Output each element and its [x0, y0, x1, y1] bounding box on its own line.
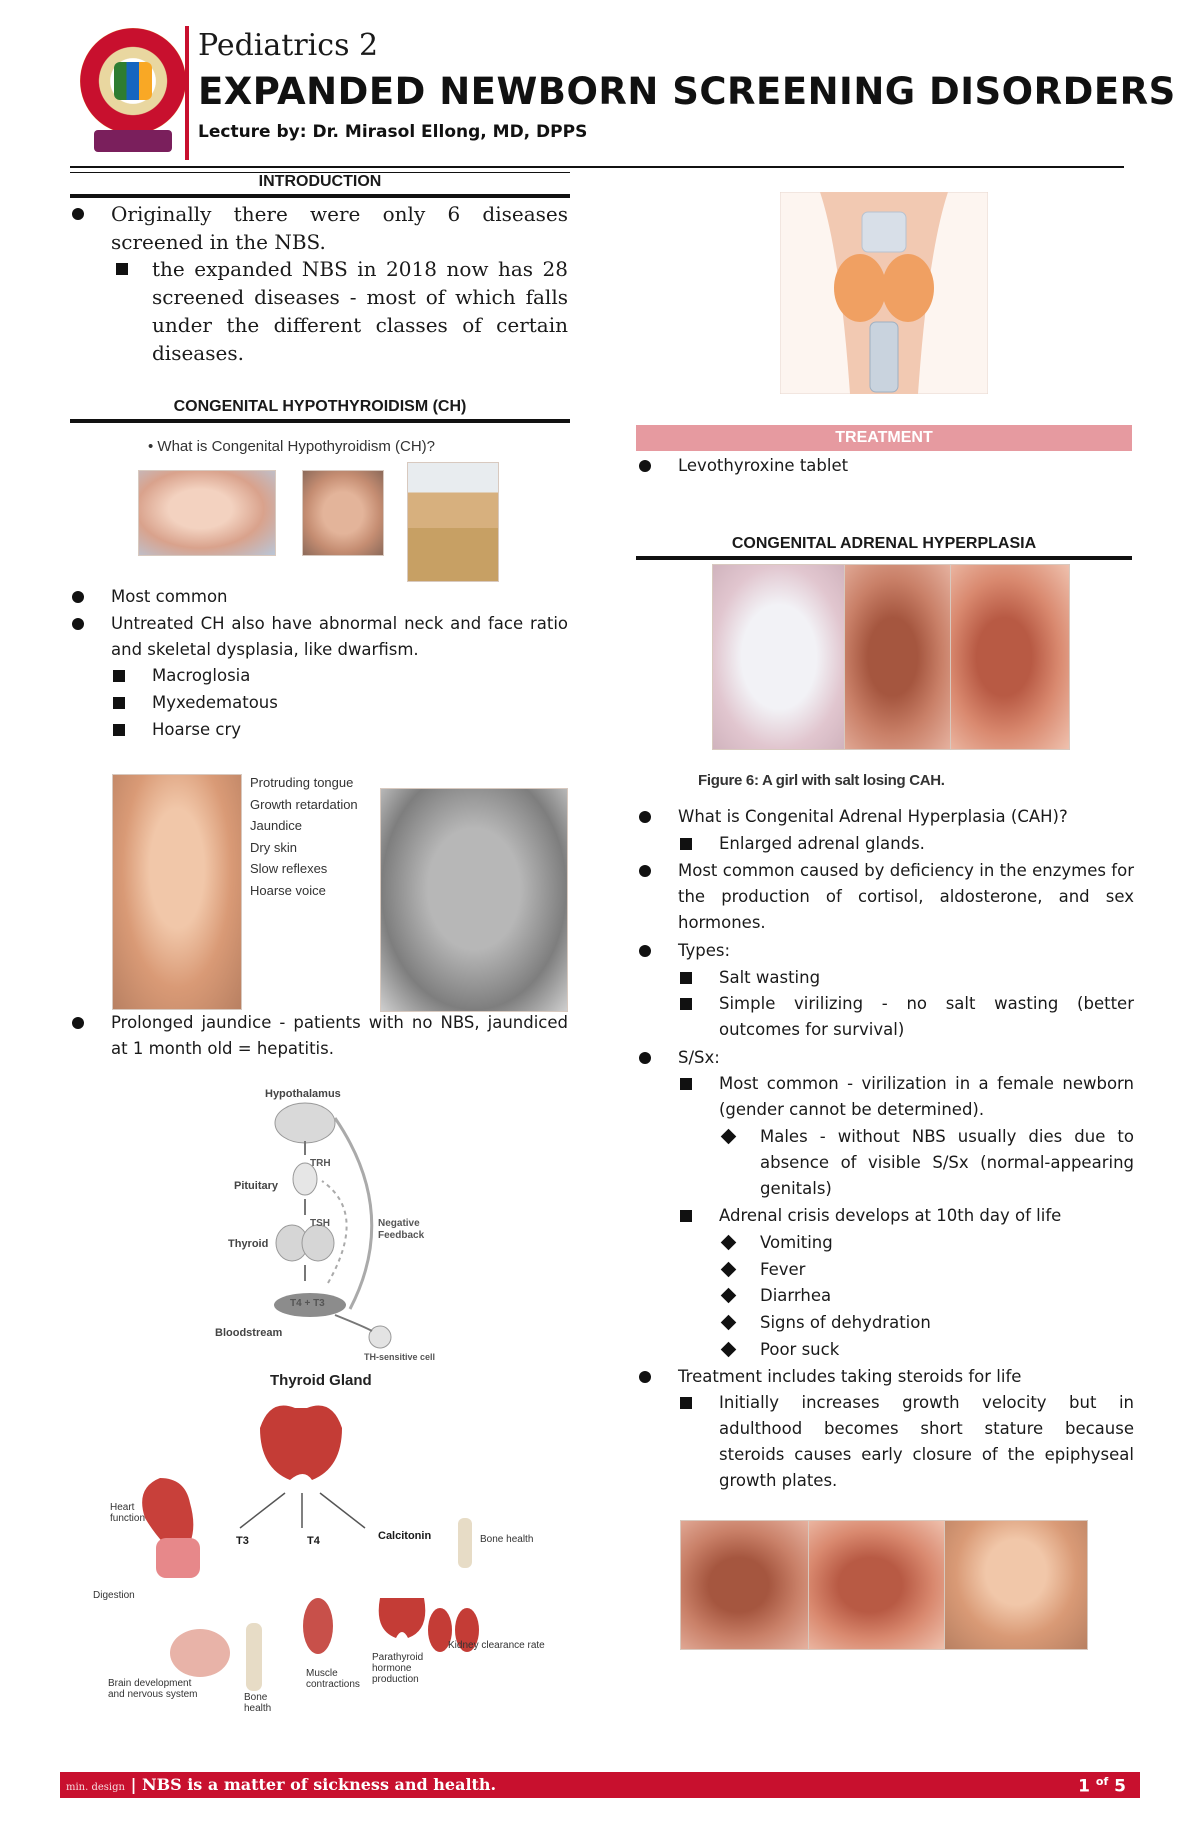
label-t4: T4 [307, 1535, 320, 1547]
header-accent-rule [185, 26, 189, 160]
label-trh: TRH [310, 1158, 331, 1169]
bullet-icon [639, 811, 651, 823]
square-bullet-icon [680, 1078, 692, 1090]
cah-bottom-photo-2 [808, 1520, 946, 1650]
ch-infant-signs-photo [112, 774, 242, 1010]
label-negative: Negative [378, 1218, 420, 1229]
page-current: 1 [1078, 1776, 1090, 1797]
label-thyroid: Thyroid [228, 1238, 269, 1250]
muscle-shape [303, 1598, 333, 1654]
square-bullet-icon [680, 998, 692, 1010]
thyroid-gland-title: Thyroid Gland [270, 1372, 372, 1389]
cah-bullet-1-sub: Enlarged adrenal glands. [719, 834, 925, 853]
ch-infant-photo-1 [138, 470, 276, 556]
ch-infant-photo-2 [302, 470, 384, 556]
arrow-t3 [240, 1493, 285, 1528]
ch-bullet-2: Untreated CH also have abnormal neck and face ratio and skeletal dysplasia, like dwarfism. [111, 614, 568, 659]
ch-signs-list [250, 772, 358, 901]
ch-signs-item: Dry skin [250, 839, 297, 855]
cah-sx-adrenal-crisis: Adrenal crisis develops at 10th day of life [719, 1206, 1062, 1225]
page-title: EXPANDED NEWBORN SCREENING DISORDERS [198, 70, 1176, 113]
intestine-shape [156, 1538, 200, 1578]
bone-shape [246, 1623, 262, 1691]
intro-sub-1: the expanded NBS in 2018 now has 28 screened diseases - most of which falls under the different classes of certain diseases. [152, 257, 568, 365]
lecturer-line: Lecture by: Dr. Mirasol Ellong, MD, DPPS [198, 122, 588, 142]
course-name: Pediatrics 2 [198, 28, 379, 63]
cah-bullet-2: Most common caused by deficiency in the enzymes for the production of cortisol, aldosterone, and sex hormones. [678, 861, 1134, 932]
logo-ribbon [94, 130, 172, 152]
diamond-bullet-icon [721, 1129, 737, 1145]
page-number [1078, 1775, 1126, 1797]
ch-sign-macroglosia: Macroglosia [152, 666, 251, 685]
ch-question: • What is Congenital Hypothyroidism (CH)? [148, 438, 436, 455]
cah-crisis-sign: Fever [760, 1260, 806, 1279]
footer-small-label: min. design [66, 1782, 125, 1793]
header-divider [70, 166, 1124, 168]
parathyroid-shape [379, 1598, 426, 1638]
square-bullet-icon [113, 697, 125, 709]
label-bone-health: Bone health [480, 1534, 534, 1545]
cell-shape [369, 1326, 391, 1348]
cah-bullet-4: S/Sx: [678, 1048, 720, 1067]
ch-signs-item: Growth retardation [250, 796, 358, 812]
cah-heading: CONGENITAL ADRENAL HYPERPLASIA [636, 535, 1132, 560]
bullet-icon [639, 460, 651, 472]
label-tsh: TSH [310, 1218, 330, 1229]
thyroid-lobe-right-shape [882, 254, 934, 322]
thyroid-anatomy-image [780, 192, 988, 394]
cah-treatment-sub: Initially increases growth velocity but in adulthood becomes short stature because steroids causes early closure of the epiphyseal growth plates. [719, 1393, 1134, 1490]
square-bullet-icon [680, 972, 692, 984]
intro-bullet-1: Originally there were only 6 diseases screened in the NBS. [111, 202, 568, 254]
cah-sx-males: Males - without NBS usually dies due to absence of visible S/Sx (normal-appearing genitals) [760, 1127, 1134, 1198]
bullet-icon [639, 1371, 651, 1383]
ch-signs-item: Protruding tongue [250, 775, 354, 790]
label-muscle: Muscle contractions [306, 1668, 360, 1690]
treatment-heading: TREATMENT [636, 425, 1132, 451]
cah-figure-caption: Figure 6: A girl with salt losing CAH. [698, 772, 945, 789]
footer-tagline-text: | NBS is a matter of sickness and health. [130, 1775, 497, 1794]
cah-bullet-3: Types: [678, 941, 731, 960]
square-bullet-icon [680, 838, 692, 850]
label-cell: TH-sensitive cell [364, 1352, 436, 1362]
cah-type-salt-wasting: Salt wasting [719, 968, 821, 987]
cah-bottom-photo-3 [944, 1520, 1088, 1650]
diamond-bullet-icon [721, 1288, 737, 1304]
label-heart: Heart function [110, 1502, 146, 1524]
thyroid-gland-shape [260, 1406, 342, 1481]
square-bullet-icon [113, 724, 125, 736]
ch-bullet-1: Most common [111, 587, 228, 606]
label-calcitonin: Calcitonin [378, 1530, 432, 1542]
page-total: 5 [1114, 1776, 1126, 1797]
university-logo [80, 28, 186, 134]
bullet-icon [72, 1017, 84, 1029]
bullet-icon [72, 208, 84, 220]
larynx-shape [862, 212, 906, 252]
ch-child-photo [407, 462, 499, 582]
cah-crisis-sign: Poor suck [760, 1340, 840, 1359]
brain-shape [275, 1103, 335, 1143]
ch-heading: CONGENITAL HYPOTHYROIDISM (CH) [70, 398, 570, 423]
square-bullet-icon [680, 1397, 692, 1409]
label-kidney: Kidney clearance rate [448, 1640, 545, 1651]
page-of: of [1095, 1775, 1109, 1788]
diamond-bullet-icon [721, 1315, 737, 1331]
thyroid-lobe-left-shape [834, 254, 886, 322]
ch-signs-item: Hoarse voice [250, 882, 326, 898]
cah-bottom-photo-1 [680, 1520, 810, 1650]
bullet-icon [72, 591, 84, 603]
cah-infant-photo [712, 564, 846, 750]
ch-sign-myxedematous: Myxedematous [152, 693, 278, 712]
label-brain: Brain development and nervous system [108, 1678, 198, 1700]
ch-child-bw-photo [380, 788, 568, 1012]
label-t4t3: T4 + T3 [290, 1298, 325, 1309]
bullet-icon [639, 945, 651, 957]
diamond-bullet-icon [721, 1235, 737, 1251]
diamond-bullet-icon [721, 1262, 737, 1278]
bone-health-shape [458, 1518, 472, 1568]
ch-bullet-3: Prolonged jaundice - patients with no NBS, jaundiced at 1 month old = hepatitis. [111, 1013, 568, 1058]
ch-sign-hoarse-cry: Hoarse cry [152, 720, 242, 739]
label-digestion: Digestion [93, 1590, 135, 1601]
label-hypothalamus: Hypothalamus [265, 1088, 341, 1100]
cah-crisis-sign: Diarrhea [760, 1286, 832, 1305]
square-bullet-icon [680, 1210, 692, 1222]
label-feedback: Feedback [378, 1230, 425, 1241]
cah-crisis-sign: Signs of dehydration [760, 1313, 931, 1332]
bullet-icon [639, 865, 651, 877]
cah-bullet-1: What is Congenital Adrenal Hyperplasia (CAH)? [678, 807, 1068, 826]
bullet-icon [72, 618, 84, 630]
cah-genitalia-photo-1 [844, 564, 952, 750]
label-pituitary: Pituitary [234, 1180, 279, 1192]
square-bullet-icon [116, 263, 128, 275]
label-t3: T3 [236, 1535, 249, 1547]
footer-tagline [66, 1775, 496, 1794]
cah-genitalia-photo-2 [950, 564, 1070, 750]
feedback-arrow-outer [335, 1118, 372, 1309]
cah-sx-virilization: Most common - virilization in a female newborn (gender cannot be determined). [719, 1074, 1134, 1119]
intro-heading: INTRODUCTION [70, 172, 570, 198]
thyroid-lobe-right [302, 1225, 334, 1261]
cah-type-simple-virilizing: Simple virilizing - no salt wasting (better outcomes for survival) [719, 994, 1134, 1039]
brain-organ-shape [170, 1629, 230, 1677]
square-bullet-icon [113, 670, 125, 682]
arrow-cell [335, 1315, 372, 1331]
ch-signs-item: Jaundice [250, 818, 303, 833]
trachea-shape [870, 322, 898, 392]
label-bloodstream: Bloodstream [215, 1327, 283, 1339]
cah-bullet-5: Treatment includes taking steroids for life [678, 1367, 1022, 1386]
ch-signs-item: Slow reflexes [250, 861, 328, 876]
bullet-icon [639, 1052, 651, 1064]
arrow-calcitonin [320, 1493, 365, 1528]
cah-crisis-sign: Vomiting [760, 1233, 833, 1252]
label-parathyroid: Parathyroid hormone production [372, 1652, 424, 1685]
diamond-bullet-icon [721, 1342, 737, 1358]
treatment-item: Levothyroxine tablet [678, 456, 849, 475]
label-bone: Bone health [244, 1692, 272, 1714]
